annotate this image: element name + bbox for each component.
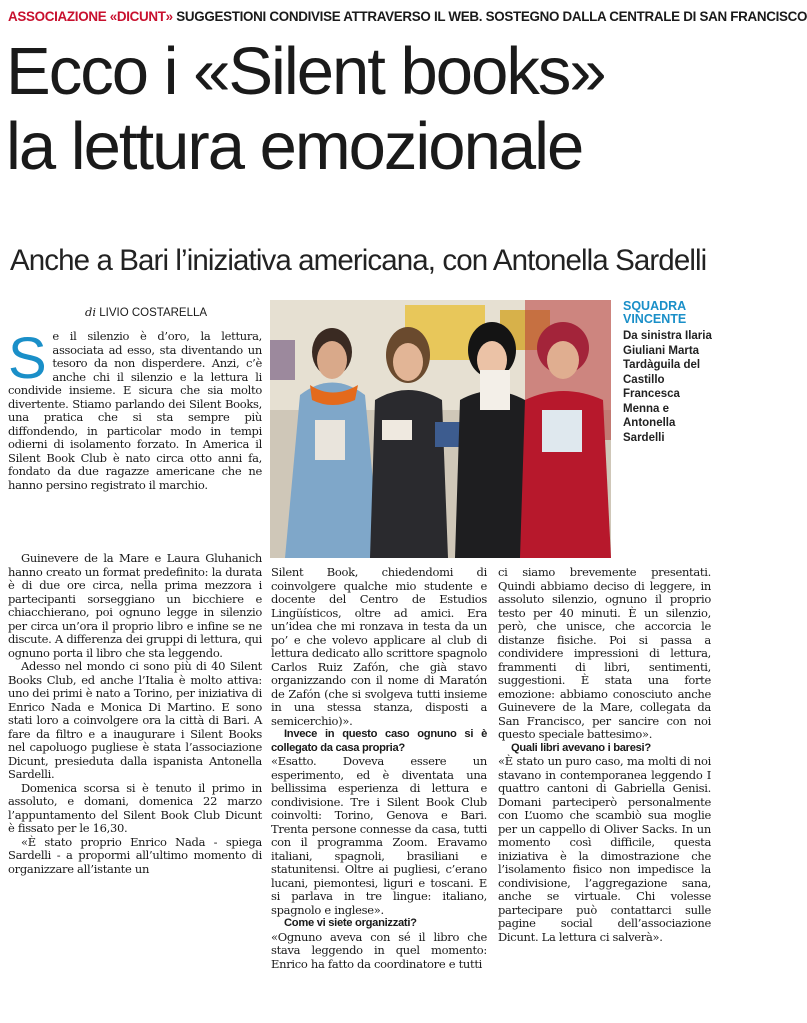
article-column-1-bottom: [8, 552, 262, 876]
headline: [6, 34, 716, 184]
subheadline: Anche a Bari l’iniziativa americana, con Antonella Sardelli: [10, 244, 707, 277]
interview-question: Invece in questo caso ognuno si è collegato da casa propria?: [271, 728, 487, 754]
kicker: [8, 9, 807, 29]
kicker-association: ASSOCIAZIONE «DICUNT»: [8, 9, 173, 24]
paragraph: Silent Book, chiedendomi di coinvolgere qualche mio studente e docente del Centro de Estudios Lingüísticos, oltre ad amici. Era un’idea che mi ronzava in testa da un po’ e che volevo applicare al club di lettura dedicato allo scrittore spagnolo Carlos Ruiz Zafón, che già stavo organizzando con il nome di Maratón de Zafón (che si svolgeva tutti insieme in una stessa stanza, disposti a semicerchio)».: [271, 565, 487, 728]
drop-cap: S: [8, 326, 47, 391]
photo-caption: [623, 300, 718, 445]
article-column-2: [271, 566, 487, 971]
interview-question: Quali libri avevano i baresi?: [511, 741, 651, 754]
group-photo: [270, 300, 611, 558]
caption-heading: SQUADRA VINCENTE: [623, 299, 687, 326]
article-column-3: [498, 566, 711, 944]
paragraph: Domenica scorsa si è tenuto il primo in assoluto, e domani, domenica 22 marzo l’appuntamento del Silent Book Club Dicunt è fissato per le 16,30.: [8, 780, 262, 835]
caption-text: Da sinistra Ilaria Giuliani Marta Tardàguila del Castillo Francesca Menna e Antonella Sardelli: [623, 330, 712, 444]
byline: [85, 305, 207, 319]
paragraph: «È stato proprio Enrico Nada - spiega Sardelli - a propormi all’ultimo momento di organizzare all’istante un: [8, 834, 262, 876]
article-column-1-top: [8, 326, 262, 492]
paragraph: «È stato un puro caso, ma molti di noi stavano in contemporanea leggendo I quattro cantoni di Gabriella Genisi. Domani parteciperò personalmente con L’uomo che scambiò sua moglie per un cappello di Oliver Sacks. In un momento così difficile, questa iniziativa è la dimostrazione che l’isolamento fisico non impedisce la condivisione, l’aggregazione sana, anche se virtuale. Chi volesse partecipare può contattarci sulle pagine social dell’associazione Dicunt. La lettura ci salverà».: [498, 754, 711, 944]
paragraph: ci siamo brevemente presentati. Quindi abbiamo deciso di leggere, in assoluto silenzio, ognuno il proprio testo per 40 minuti. È un silenzio, però, che unisce, che accorcia le distanze fisiche. Poi si passa a condividere impressioni di lettura, frammenti di libri, sentimenti, suggestioni. È stata una forte emozione: abbiamo conosciuto anche Guinevere de la Mare, collegata da San Francisco, per sancire con noi questo speciale battesimo».: [498, 565, 711, 741]
paragraph: «Ognuno aveva con sé il libro che stava leggendo in quel momento: Enrico ha fatto da coordinatore e tutti: [271, 929, 487, 971]
paragraph: e il silenzio è d’oro, la lettura, associata ad esso, sta diventando un tesoro da non disperdere. Anzi, c’è anche chi il silenzio e la lettura li condivide insieme. E sicura che sia molto divertente. Stiamo parlando dei Silent Books, una pratica che si sta sempre più diffondendo, in particolar modo in tempi odierni di isolamento forzato. In America il Silent Book Club è nato circa otto anni fa, fondato da due ragazze americane che ne hanno persino registrato il marchio.: [8, 329, 262, 492]
kicker-text: SUGGESTIONI CONDIVISE ATTRAVERSO IL WEB. SOSTEGNO DALLA CENTRALE DI SAN FRANCISCO: [176, 9, 807, 24]
paragraph: «Esatto. Doveva essere un esperimento, ed è diventata una bellissima esperienza di lettura e condivisione. Tre i Silent Book Club coinvolti: Torino, Genova e Bari. Trenta persone connesse da casa, tutti con il programma Zoom. Eravamo italiani, spagnoli, brasiliani e statunitensi. Oltre ai pugliesi, c’erano lucani, piemontesi, liguri e toscani. E si parlava in tre lingue: italiano, spagnolo e inglese».: [271, 754, 487, 917]
headline-line-1: Ecco i «Silent books»: [6, 34, 605, 109]
paragraph: Guinevere de la Mare e Laura Gluhanich hanno creato un format predefinito: la durata è di due ore circa, nella prima mezzora i partecipanti sorseggiano un bicchiere e chiacchierano, poi ognuno legge in silenzio per circa un’ora il proprio libro e infine se ne discute. A differenza dei gruppi di lettura, qui ognuno porta il libro che sta leggendo.: [8, 551, 262, 660]
byline-author: LIVIO COSTARELLA: [99, 307, 208, 319]
headline-line-2: la lettura emozionale: [6, 109, 583, 184]
byline-prefix: di: [85, 305, 97, 319]
paragraph: Adesso nel mondo ci sono più di 40 Silent Books Club, ed anche l’Italia è molto attiva: uno dei primi è nato a Torino, per iniziativa di Enrico Nada e Monica Di Martino. E sono stati loro a coinvolgere ora la città di Bari. A fare da filtro e a inaugurare i Silent Books nel capoluogo pugliese è stata l’associazione Dicunt, presieduta dalla ispanista Antonella Sardelli.: [8, 659, 262, 781]
photo-illustration: [270, 300, 611, 558]
interview-question: Come vi siete organizzati?: [284, 917, 417, 929]
